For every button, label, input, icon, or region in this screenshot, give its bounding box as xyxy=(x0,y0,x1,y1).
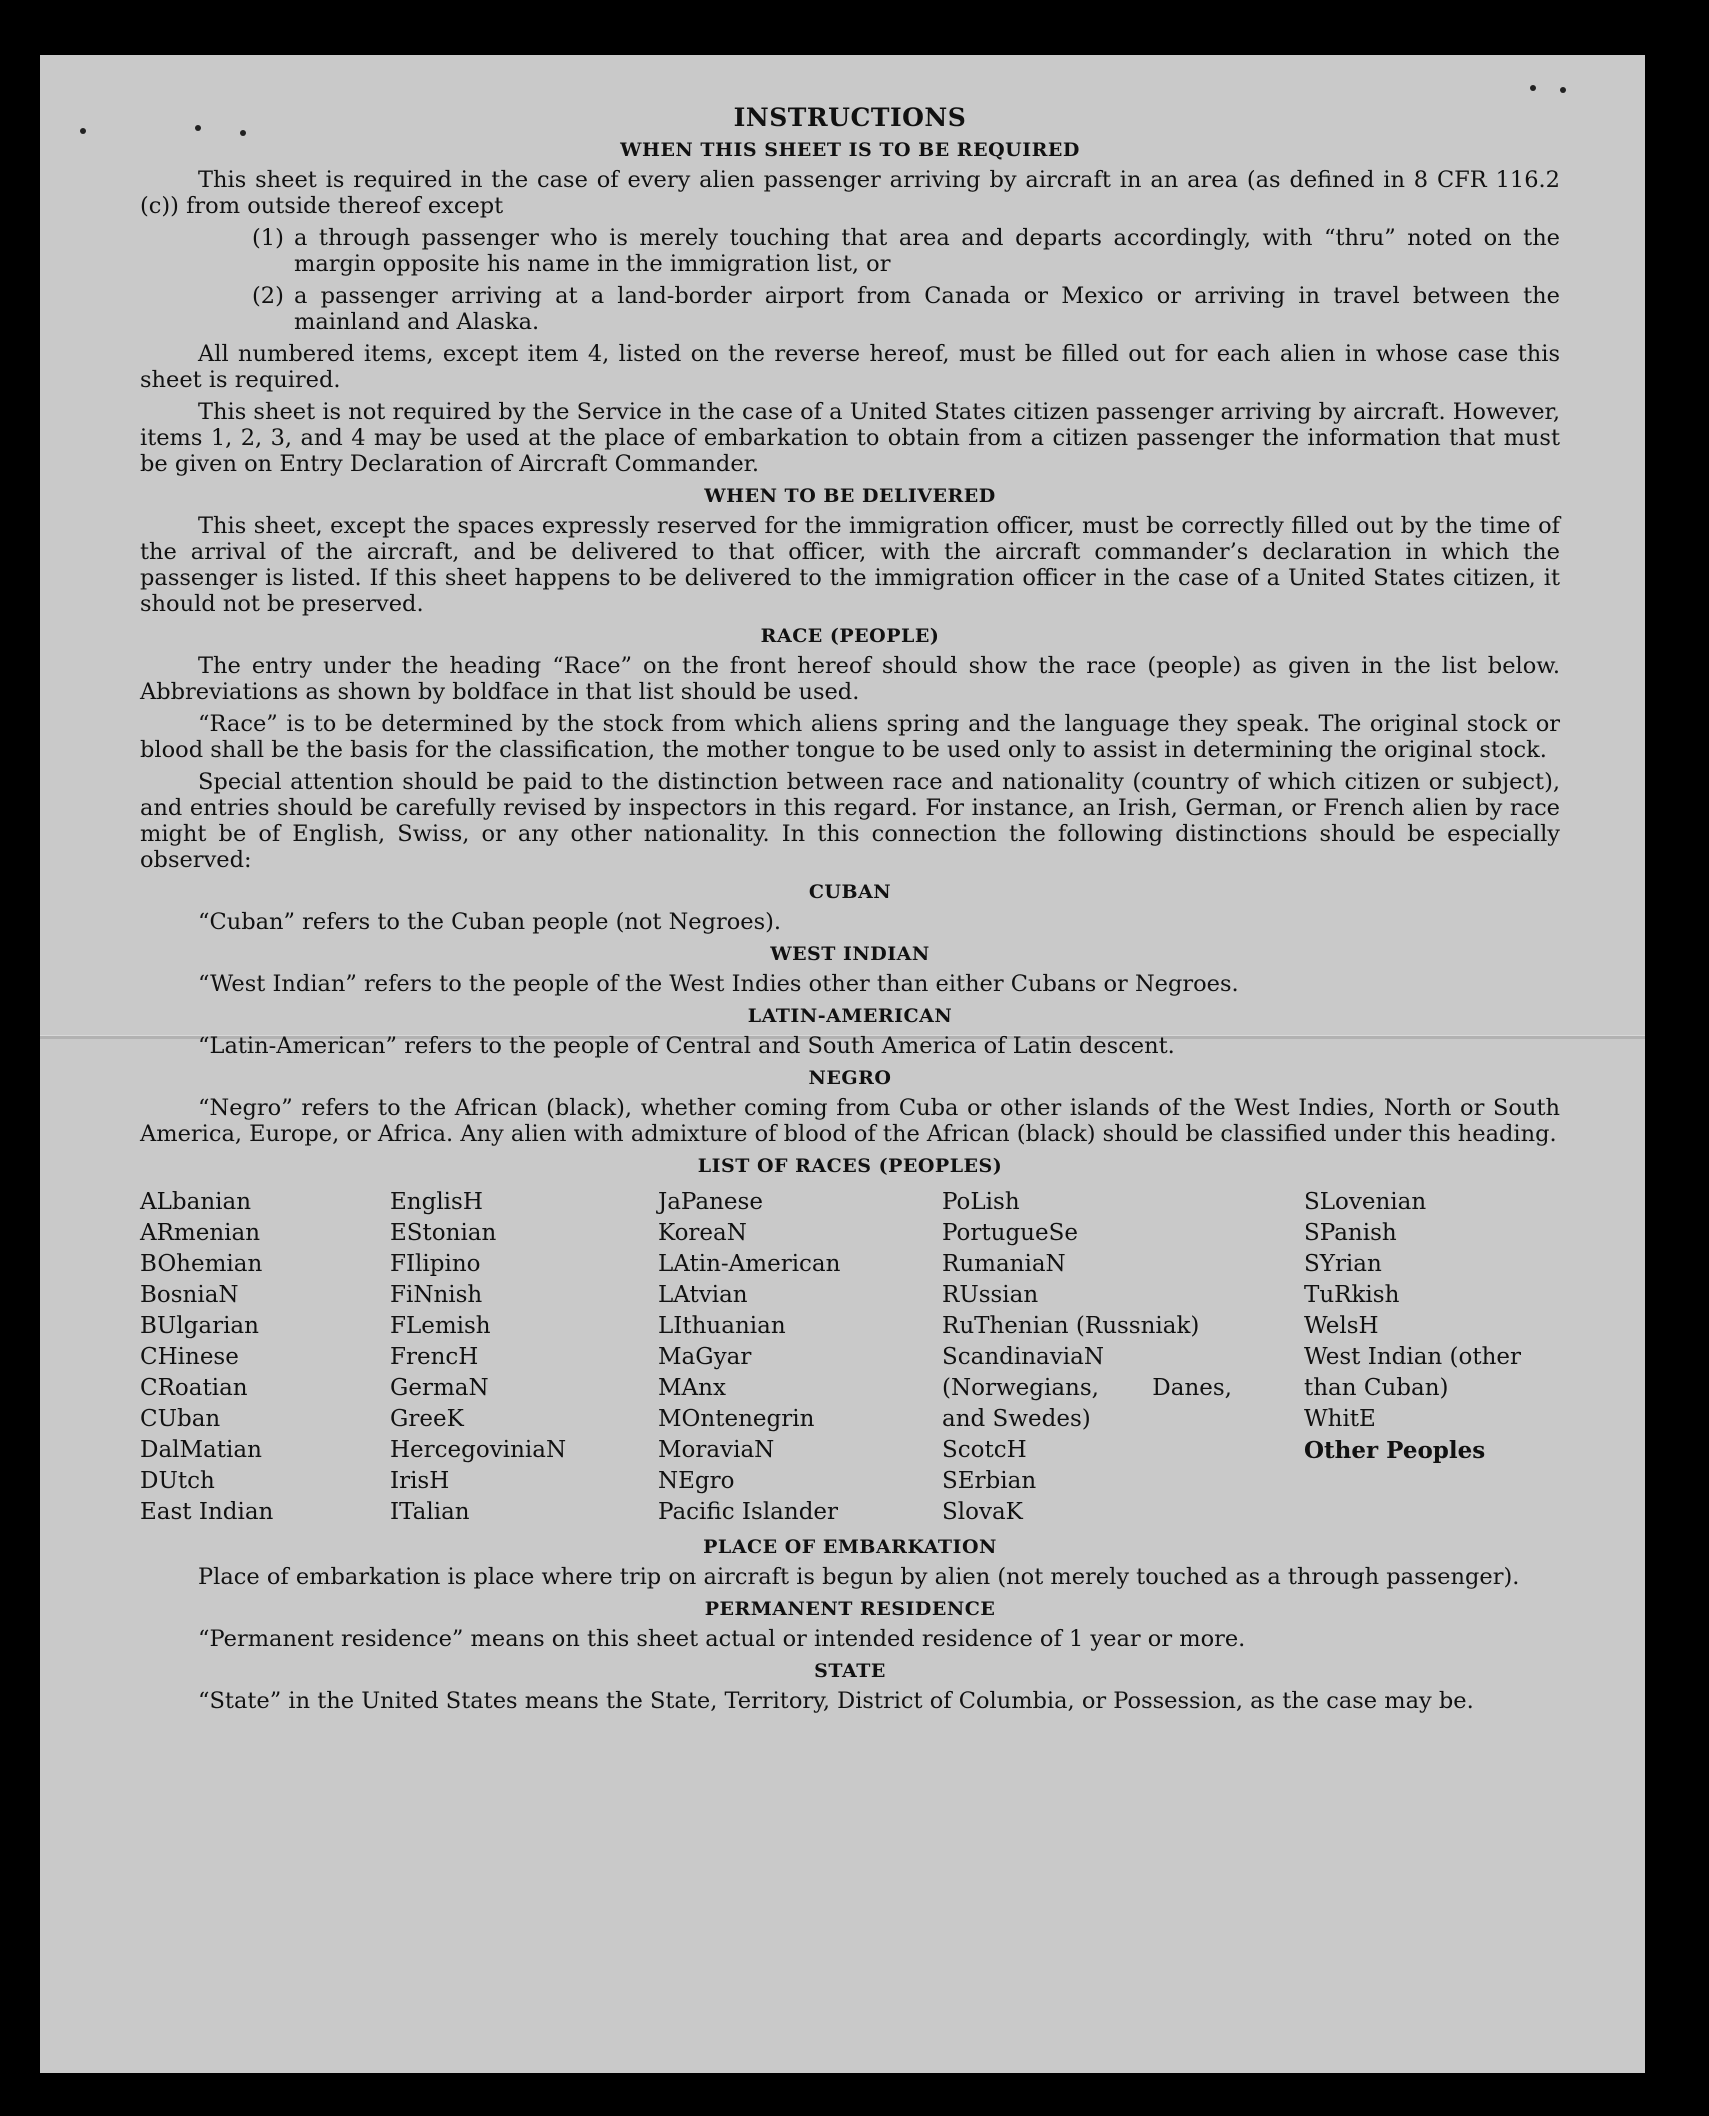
section-heading-required: WHEN THIS SHEET IS TO BE REQUIRED xyxy=(620,139,1080,161)
section-heading-residence: PERMANENT RESIDENCE xyxy=(704,1598,996,1620)
race-entry: FrencH xyxy=(390,1344,479,1370)
race-entry: MoraviaN xyxy=(658,1437,775,1463)
race-entry: PortugueSe xyxy=(942,1220,1078,1246)
race-entry: DalMatian xyxy=(140,1437,262,1463)
item-text: a through passenger who is merely touching that area and departs accordingly, with “thru” noted on the margin opposite his name in the immigration list, or xyxy=(294,225,1560,277)
race-entry: ARmenian xyxy=(140,1220,261,1246)
race-entry: CUban xyxy=(140,1406,221,1432)
residence-definition: “Permanent residence” means on this sheet actual or intended residence of 1 year or more. xyxy=(198,1626,1246,1652)
race-entry: NEgro xyxy=(658,1468,735,1494)
negro-definition: “Negro” refers to the African (black), whether coming from Cuba or other islands of the West Indies, North or South America, Europe, or Africa. Any alien with admixture of blood of the African (black) should be classified under this heading. xyxy=(140,1095,1560,1147)
race-entry: CHinese xyxy=(140,1344,239,1370)
race-column-5 xyxy=(1304,1187,1560,1528)
item-number: (1) xyxy=(252,225,284,251)
race-entry: SPanish xyxy=(1304,1220,1397,1246)
item-text: a passenger arriving at a land-border airport from Canada or Mexico or arriving in travel between the mainland and Alaska. xyxy=(294,283,1560,335)
embarkation-definition: Place of embarkation is place where trip on aircraft is begun by alien (not merely touched as a through passenger). xyxy=(198,1564,1520,1590)
page-title: INSTRUCTIONS xyxy=(733,103,967,132)
race-entry: MAnx xyxy=(658,1375,726,1401)
race-entry: BosniaN xyxy=(140,1282,239,1308)
exception-item-1 xyxy=(140,225,1560,277)
race-entry: SErbian xyxy=(942,1468,1037,1494)
race-column-4 xyxy=(942,1187,1304,1528)
race-paragraph-2: “Race” is to be determined by the stock from which aliens spring and the language they speak. The original stock or blood shall be the basis for the classification, the mother tongue to be used only to assist in determining the original stock. xyxy=(140,711,1560,763)
item-number: (2) xyxy=(252,283,284,309)
section-heading-race-list: LIST OF RACES (PEOPLES) xyxy=(697,1155,1003,1177)
section-heading-cuban: CUBAN xyxy=(808,881,892,903)
race-entry: ITalian xyxy=(390,1499,470,1525)
race-entry: SLovenian xyxy=(1304,1189,1427,1215)
race-entry: PoLish xyxy=(942,1189,1020,1215)
instructions-body xyxy=(140,105,1560,1720)
latin-american-definition: “Latin-American” refers to the people of Central and South America of Latin descent. xyxy=(198,1033,1175,1059)
race-entry: HercegoviniaN xyxy=(390,1437,567,1463)
section-heading-west-indian: WEST INDIAN xyxy=(770,943,930,965)
race-entry: West Indian (other than Cuban) xyxy=(1304,1344,1522,1401)
document-sheet xyxy=(40,55,1645,2073)
race-entry: EStonian xyxy=(390,1220,497,1246)
race-entry: FLemish xyxy=(390,1313,491,1339)
race-entry: DUtch xyxy=(140,1468,215,1494)
section-heading-embarkation: PLACE OF EMBARKATION xyxy=(703,1536,997,1558)
race-entry: FiNnish xyxy=(390,1282,483,1308)
race-entry: RumaniaN xyxy=(942,1251,1066,1277)
west-indian-definition: “West Indian” refers to the people of the West Indies other than either Cubans or Negroes. xyxy=(198,971,1239,997)
race-entry: EnglisH xyxy=(390,1189,483,1215)
race-entry: SYrian xyxy=(1304,1251,1382,1277)
race-paragraph-1: The entry under the heading “Race” on the front hereof should show the race (people) as given in the list below. Abbreviations as shown by boldface in that list should be used. xyxy=(140,653,1560,705)
race-entry: WhitE xyxy=(1304,1406,1376,1432)
race-entry: SlovaK xyxy=(942,1499,1023,1525)
numbered-items-paragraph: All numbered items, except item 4, listed on the reverse hereof, must be filled out for each alien in whose case this sheet is required. xyxy=(140,341,1560,393)
speck xyxy=(1530,85,1536,91)
section-heading-state: STATE xyxy=(814,1660,886,1682)
speck xyxy=(80,128,86,134)
race-entry: CRoatian xyxy=(140,1375,248,1401)
race-entry: GermaN xyxy=(390,1375,489,1401)
required-intro: This sheet is required in the case of every alien passenger arriving by aircraft in an area (as defined in 8 CFR 116.2 (c)) from outside thereof except xyxy=(140,167,1560,219)
race-entry: TuRkish xyxy=(1304,1282,1400,1308)
section-heading-latin-american: LATIN-AMERICAN xyxy=(747,1005,953,1027)
race-entry: ScotcH xyxy=(942,1437,1027,1463)
race-entry: Pacific Islander xyxy=(658,1499,839,1525)
race-entry: FIlipino xyxy=(390,1251,481,1277)
exception-item-2 xyxy=(140,283,1560,335)
state-definition: “State” in the United States means the State, Territory, District of Columbia, or Possession, as the case may be. xyxy=(198,1688,1474,1714)
race-entry: IrisH xyxy=(390,1468,450,1494)
section-heading-race: RACE (PEOPLE) xyxy=(760,625,940,647)
race-column-2 xyxy=(390,1187,658,1528)
race-entry: RUssian xyxy=(942,1282,1039,1308)
race-entry: LAtin-American xyxy=(658,1251,841,1277)
race-column-1 xyxy=(140,1187,390,1528)
delivered-paragraph: This sheet, except the spaces expressly reserved for the immigration officer, must be correctly filled out by the time of the arrival of the aircraft, and be delivered to that officer, with the aircraft commander’s declaration in which the passenger is listed. If this sheet happens to be delivered to the immigration officer in the case of a United States citizen, it should not be preserved. xyxy=(140,513,1560,617)
section-heading-negro: NEGRO xyxy=(808,1067,892,1089)
race-entry: ScandinaviaN (Norwegians, Danes, and Swedes) xyxy=(942,1344,1232,1432)
race-paragraph-3: Special attention should be paid to the distinction between race and nationality (country of which citizen or subject), and entries should be carefully revised by inspectors in this regard. For instance, an Irish, German, or French alien by race might be of English, Swiss, or any other nationality. In this connection the following distinctions should be especially observed: xyxy=(140,769,1560,873)
race-entry: LIthuanian xyxy=(658,1313,786,1339)
race-entry: Other Peoples xyxy=(1304,1437,1486,1464)
race-entry: GreeK xyxy=(390,1406,464,1432)
race-entry: ALbanian xyxy=(140,1189,252,1215)
race-entry: KoreaN xyxy=(658,1220,747,1246)
race-entry: JaPanese xyxy=(658,1189,763,1215)
race-entry: MOntenegrin xyxy=(658,1406,815,1432)
race-entry: East Indian xyxy=(140,1499,274,1525)
race-entry: LAtvian xyxy=(658,1282,748,1308)
race-entry: MaGyar xyxy=(658,1344,752,1370)
race-entry: BOhemian xyxy=(140,1251,263,1277)
cuban-definition: “Cuban” refers to the Cuban people (not Negroes). xyxy=(198,909,782,935)
race-list-table xyxy=(140,1187,1560,1528)
speck xyxy=(1560,87,1566,93)
race-entry: WelsH xyxy=(1304,1313,1379,1339)
section-heading-delivered: WHEN TO BE DELIVERED xyxy=(704,485,996,507)
race-entry: BUlgarian xyxy=(140,1313,259,1339)
race-entry: RuThenian (Russniak) xyxy=(942,1313,1200,1339)
race-column-3 xyxy=(658,1187,942,1528)
citizen-paragraph: This sheet is not required by the Service in the case of a United States citizen passenger arriving by aircraft. However, items 1, 2, 3, and 4 may be used at the place of embarkation to obtain from a citizen passenger the information that must be given on Entry Declaration of Aircraft Commander. xyxy=(140,399,1560,477)
